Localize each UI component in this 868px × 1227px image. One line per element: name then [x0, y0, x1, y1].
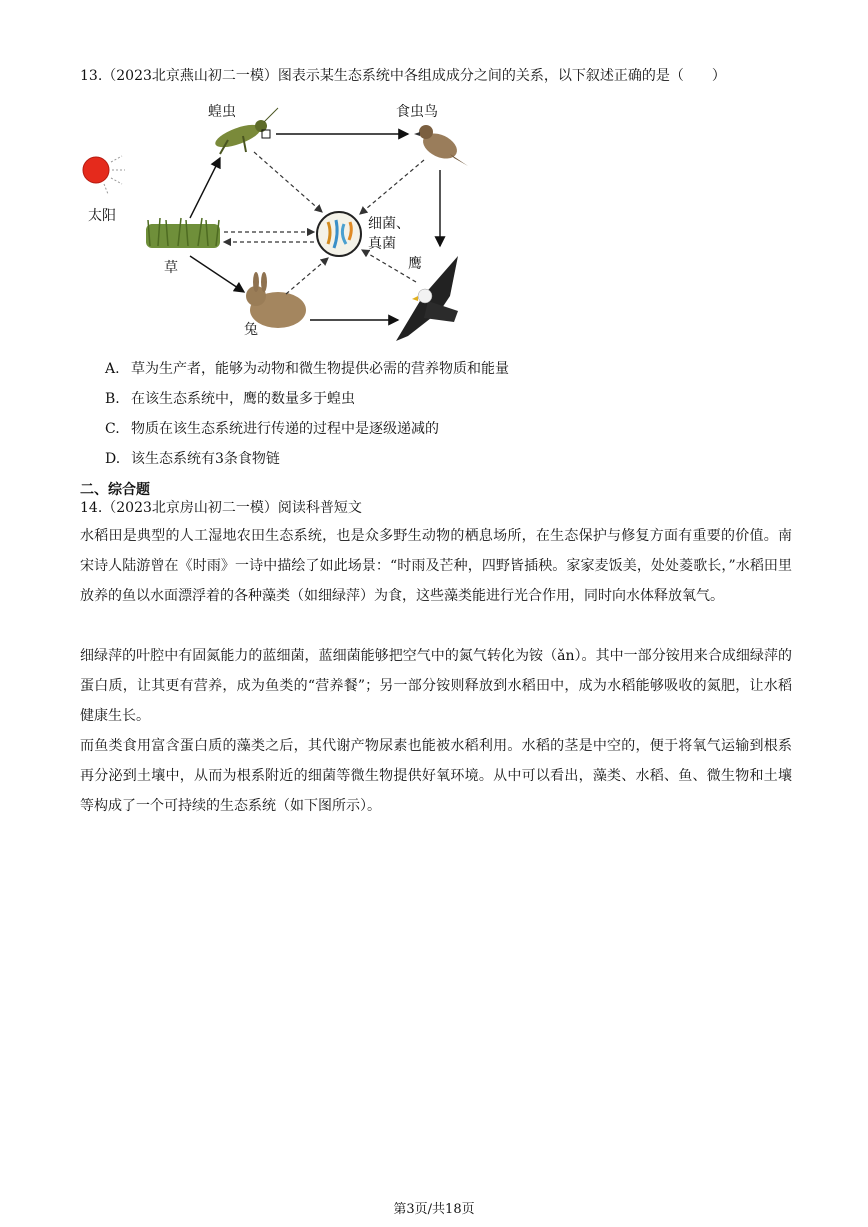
rabbit-icon [246, 272, 306, 328]
grasshopper-label: 蝗虫 [208, 104, 236, 120]
option-letter: A. [105, 361, 120, 377]
rabbit-label: 兔 [244, 322, 258, 338]
option-d [105, 449, 280, 469]
paragraph-3: 而鱼类食用富含蛋白质的藻类之后，其代谢产物尿素也能被水稻利用。水稻的茎是中空的，便于将氧气运输到根系再分泌到土壤中，从而为根系附近的细菌等微生物提供好氧环境。从中可以看出，藻类、水稻、鱼、微生物和土壤等构成了一个可持续的生态系统（如下图所示）。 [80, 738, 792, 814]
sun-icon [83, 156, 125, 194]
dashed-arrow-bird-to-microbe [360, 160, 424, 214]
page-footer: 第3页/共18页 [393, 1202, 475, 1217]
option-a [105, 359, 509, 379]
eagle-label: 鹰 [408, 256, 422, 272]
arrow-grass-to-grasshopper [190, 158, 220, 218]
option-letter: D. [105, 451, 121, 467]
eagle-icon [396, 256, 458, 341]
sun-label: 太阳 [88, 208, 116, 224]
arrow-grass-to-rabbit [190, 256, 244, 292]
option-text: 在该生态系统中，鹰的数量多于蝗虫 [131, 391, 355, 407]
option-letter: B. [105, 391, 120, 407]
microbe-label-line1: 细菌、 [368, 216, 410, 232]
bird-label: 食虫鸟 [396, 104, 438, 120]
dashed-arrow-grasshopper-to-microbe [254, 152, 322, 212]
ecosystem-diagram [78, 96, 498, 346]
paragraph-1: 水稻田是典型的人工湿地农田生态系统，也是众多野生动物的栖息场所，在生态保护与修复方面有重要的价值。南宋诗人陆游曾在《时雨》一诗中描绘了如此场景：“时雨及芒种，四野皆插秧。家家麦饭美，处处菱歌长，”水稻田里放养的鱼以水面漂浮着的各种藻类（如细绿萍）为食，这些藻类能进行光合作用，同时向水体释放氧气。 [80, 528, 792, 604]
option-text: 草为生产者，能够为动物和微生物提供必需的营养物质和能量 [131, 361, 509, 377]
microbe-label-line2: 真菌 [368, 236, 396, 252]
grass-icon [146, 218, 220, 248]
option-c [105, 419, 439, 439]
option-text: 该生态系统有3条食物链 [131, 451, 280, 467]
grass-label: 草 [164, 260, 178, 276]
question-14-stem: 14.（2023北京房山初二一模）阅读科普短文 [80, 500, 362, 516]
microbe-icon [317, 212, 361, 256]
option-b [105, 389, 355, 409]
paragraph-2: 细绿萍的叶腔中有固氮能力的蓝细菌，蓝细菌能够把空气中的氮气转化为铵（ǎn）。其中一部分铵用来合成细绿萍的蛋白质，让其更有营养，成为鱼类的“营养餐”；另一部分铵则释放到水稻田中，成为水稻能够吸收的氮肥，让水稻健康生长。 [80, 648, 792, 724]
section-title: 二、综合题 [80, 482, 150, 498]
option-text: 物质在该生态系统进行传递的过程中是逐级递减的 [131, 421, 439, 437]
option-letter: C. [105, 421, 120, 437]
question-13-stem: 13.（2023北京燕山初二一模）图表示某生态系统中各组成成分之间的关系，以下叙述正确的是（ ） [80, 68, 726, 84]
dashed-arrow-rabbit-to-microbe [286, 258, 328, 294]
bird-icon [414, 125, 468, 166]
